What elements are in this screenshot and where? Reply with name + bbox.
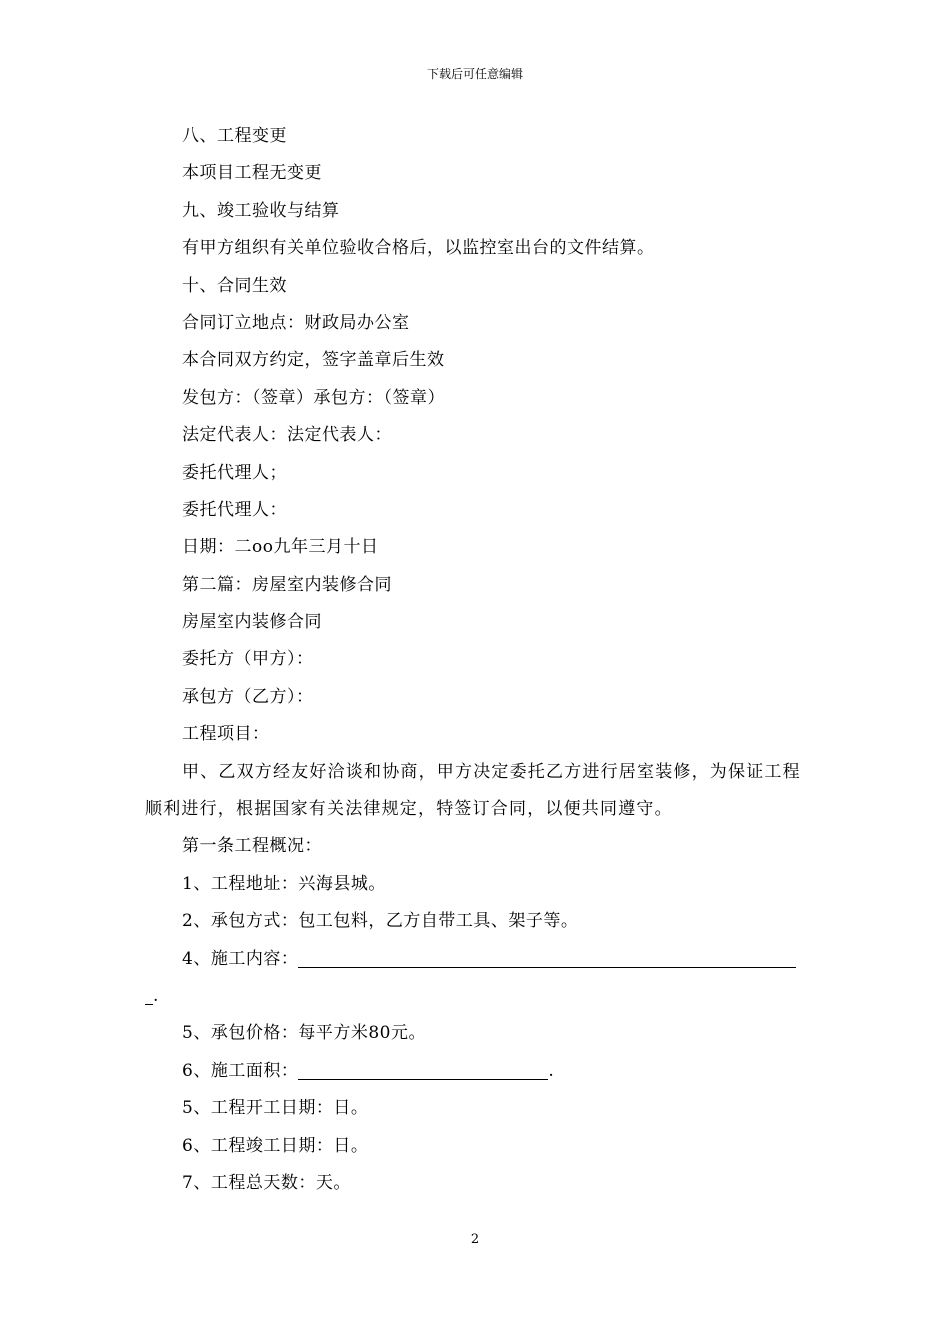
section-heading: 九、竣工验收与结算 (182, 200, 340, 221)
party-line: 承包方（乙方）： (182, 686, 314, 707)
paragraph: 本合同双方约定，签字盖章后生效 (182, 350, 445, 371)
list-item-label: 6、施工面积： (182, 1060, 299, 1081)
party-line: 委托方（甲方）： (182, 649, 314, 670)
list-item: 1、工程地址：兴海县城。 (182, 873, 386, 894)
punctuation: . (153, 986, 159, 1007)
list-item-continuation (145, 978, 807, 1015)
signature-line: 委托代理人： (182, 499, 287, 520)
paragraph: 工程项目： (182, 724, 270, 745)
paragraph: 甲、乙双方经友好洽谈和协商，甲方决定委托乙方进行居室装修，为保证工程顺利进行，根据国家有关法律规定，特签订合同，以便共同遵守。 (145, 761, 801, 820)
fill-in-blank (298, 1059, 548, 1080)
paragraph: 本项目工程无变更 (182, 163, 322, 184)
document-body (145, 118, 807, 1202)
page-header: 下载后可任意编辑 (426, 67, 523, 81)
list-item: 5、工程开工日期：日。 (182, 1098, 369, 1119)
list-item (145, 1053, 807, 1090)
section-heading: 第二篇：房屋室内装修合同 (182, 574, 392, 595)
section-heading: 第一条工程概况： (182, 836, 322, 857)
list-item (145, 941, 807, 978)
section-heading: 十、合同生效 (182, 275, 287, 296)
list-item: 6、工程竣工日期：日。 (182, 1135, 369, 1156)
signature-line: 发包方：（签章）承包方：（签章） (182, 387, 445, 408)
list-item: 2、承包方式：包工包料，乙方自带工具、架子等。 (182, 911, 579, 932)
date-line: 日期：二oo九年三月十日 (182, 537, 379, 558)
paragraph: 有甲方组织有关单位验收合格后，以监控室出台的文件结算。 (182, 238, 655, 259)
signature-line: 委托代理人； (182, 462, 287, 483)
document-title: 房屋室内装修合同 (182, 612, 322, 633)
paragraph: 合同订立地点：财政局办公室 (182, 312, 410, 333)
fill-in-blank (145, 984, 153, 1005)
list-item: 5、承包价格：每平方米80元。 (182, 1023, 426, 1044)
section-heading: 八、工程变更 (182, 126, 287, 146)
page-number: 2 (470, 1232, 480, 1247)
punctuation: . (548, 1060, 555, 1081)
list-item-label: 4、施工内容： (182, 948, 299, 969)
fill-in-blank (298, 947, 796, 968)
signature-line: 法定代表人：法定代表人： (182, 425, 392, 446)
list-item: 7、工程总天数：天。 (182, 1172, 351, 1193)
